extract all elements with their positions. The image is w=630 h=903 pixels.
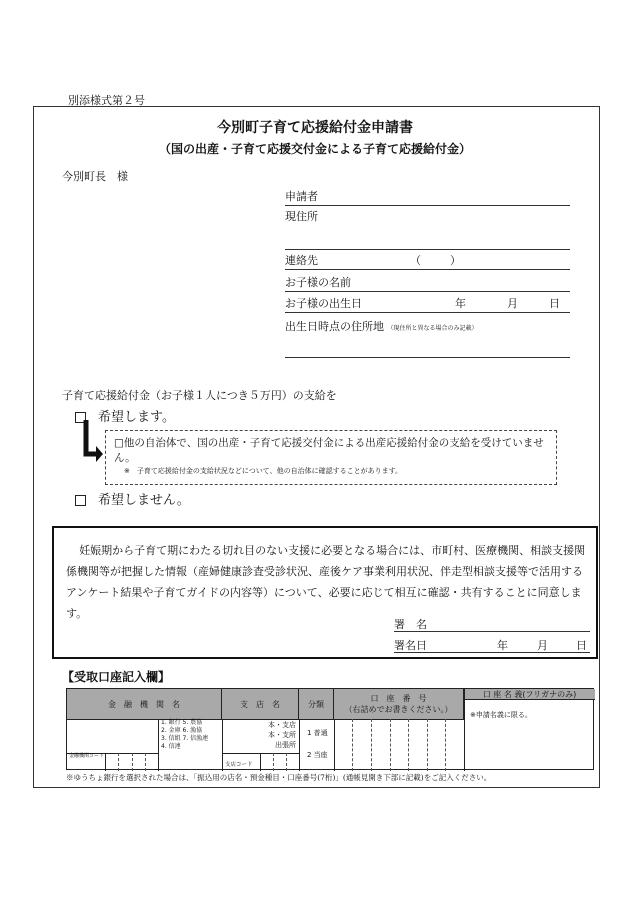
col-bank-header: 金 融 機 関 名 — [67, 689, 222, 719]
consent-text: 妊娠期から子育て期にわたる切れ目のない支援に必要となる場合には、市町村、医療機関、相談支援関係機関等が把握した情報（産婦健康診査受診状況、産後ケア事業利用状況、伴走型相談支援等で活用するアンケート結果や子育てガイドの内容等）について、必要に応じて相互に確認・共有することに同意します。 — [66, 544, 586, 620]
holder-name-input[interactable] — [464, 700, 595, 771]
col-number-subheader: （右詰めでお書きください。） — [344, 705, 453, 714]
contact-label: 連絡先 — [285, 254, 318, 267]
branch-code-boxes[interactable] — [260, 753, 299, 771]
bank-code-boxes[interactable] — [105, 753, 159, 771]
option-no-checkbox[interactable] — [75, 495, 86, 506]
option-no-row — [75, 489, 190, 508]
account-table — [66, 688, 594, 770]
account-footnote: ※ゆうちょ銀行を選択された場合は、「振込用の店名・預金種目・口座番号(7桁)」(通帳見開き下部に記載)をご記入ください。 — [66, 773, 492, 782]
address-field[interactable] — [285, 210, 570, 250]
col-holder-header: 口 座 名 義(フリガナのみ) — [464, 689, 595, 700]
birth-address-label: 出生日時点の住所地 （現住所と異なる場合のみ記載） — [285, 320, 478, 333]
consent-box — [52, 526, 598, 659]
col-type-header: 分類 — [299, 689, 334, 719]
birth-month-label: 月 — [507, 297, 518, 310]
child-name-field[interactable] — [285, 276, 570, 292]
sub-condition-note: ※ 子育て応援給付金の支給状況などについて、他の自治体に確認することがあります。 — [124, 467, 403, 475]
account-section-title: 【受取口座記入欄】 — [62, 670, 171, 684]
sub-condition-box — [105, 430, 557, 485]
child-birth-field[interactable] — [285, 297, 570, 313]
birth-address-field[interactable] — [285, 320, 570, 358]
option-no-label: 希望しません。 — [98, 493, 190, 508]
option-yes-label: 希望します。 — [98, 410, 175, 425]
type-ordinary[interactable]: 1 普通 — [307, 729, 328, 737]
sign-date-label: 署名日 — [394, 639, 427, 652]
sign-month-label: 月 — [537, 639, 548, 652]
form-title: 今別町子育て応援給付金申請書 — [217, 120, 413, 136]
branch-code-label: 支店コード — [225, 762, 253, 768]
sign-day-label: 日 — [576, 639, 587, 652]
sign-year-label: 年 — [497, 639, 508, 652]
contact-paren-open: （ — [410, 254, 421, 267]
sign-date-field[interactable] — [394, 635, 590, 653]
birth-year-label: 年 — [455, 297, 466, 310]
benefit-question: 子育て応援給付金（お子様１人につき５万円）の支給を — [62, 389, 337, 402]
account-number-boxes[interactable] — [334, 719, 464, 771]
form-number-label: 別添様式第２号 — [68, 94, 145, 107]
child-birth-label: お子様の出生日 — [285, 297, 362, 310]
child-name-label: お子様の名前 — [285, 276, 351, 289]
type-current[interactable]: 2 当座 — [307, 751, 328, 759]
branch-types: 本・支店 本・支所 出張所 — [268, 721, 296, 749]
addressee: 今別町長 様 — [62, 170, 128, 183]
birth-address-note: （現住所と異なる場合のみ記載） — [387, 325, 478, 332]
signature-field[interactable] — [394, 614, 590, 632]
signature-label: 署 名 — [394, 618, 427, 631]
col-number-header: 口 座 番 号 （右詰めでお書きください。） — [334, 689, 464, 719]
contact-paren-close: ） — [450, 254, 461, 267]
col-branch-header: 支 店 名 — [222, 689, 299, 719]
sub-condition-text[interactable]: □他の自治体で、国の出産・子育て応援交付金による出産応援給付金の支給を受けていません。 — [114, 437, 544, 464]
contact-field[interactable] — [285, 254, 570, 270]
bank-types: 1. 銀行 5. 農協 2. 金庫 6. 漁協 3. 信組 7. 信漁連 4. 信連 — [161, 719, 209, 750]
applicant-label: 申請者 — [285, 190, 318, 203]
form-subtitle: （国の出産・子育て応援交付金による子育て応援給付金） — [158, 142, 471, 156]
arrow-down-right-icon — [80, 418, 104, 468]
applicant-field[interactable] — [285, 190, 570, 206]
holder-note: ※申請名義に限る。 — [470, 711, 532, 719]
address-label: 現住所 — [285, 210, 318, 223]
birth-day-label: 日 — [549, 297, 560, 310]
bank-code-label: 金融機関コード — [69, 753, 105, 759]
